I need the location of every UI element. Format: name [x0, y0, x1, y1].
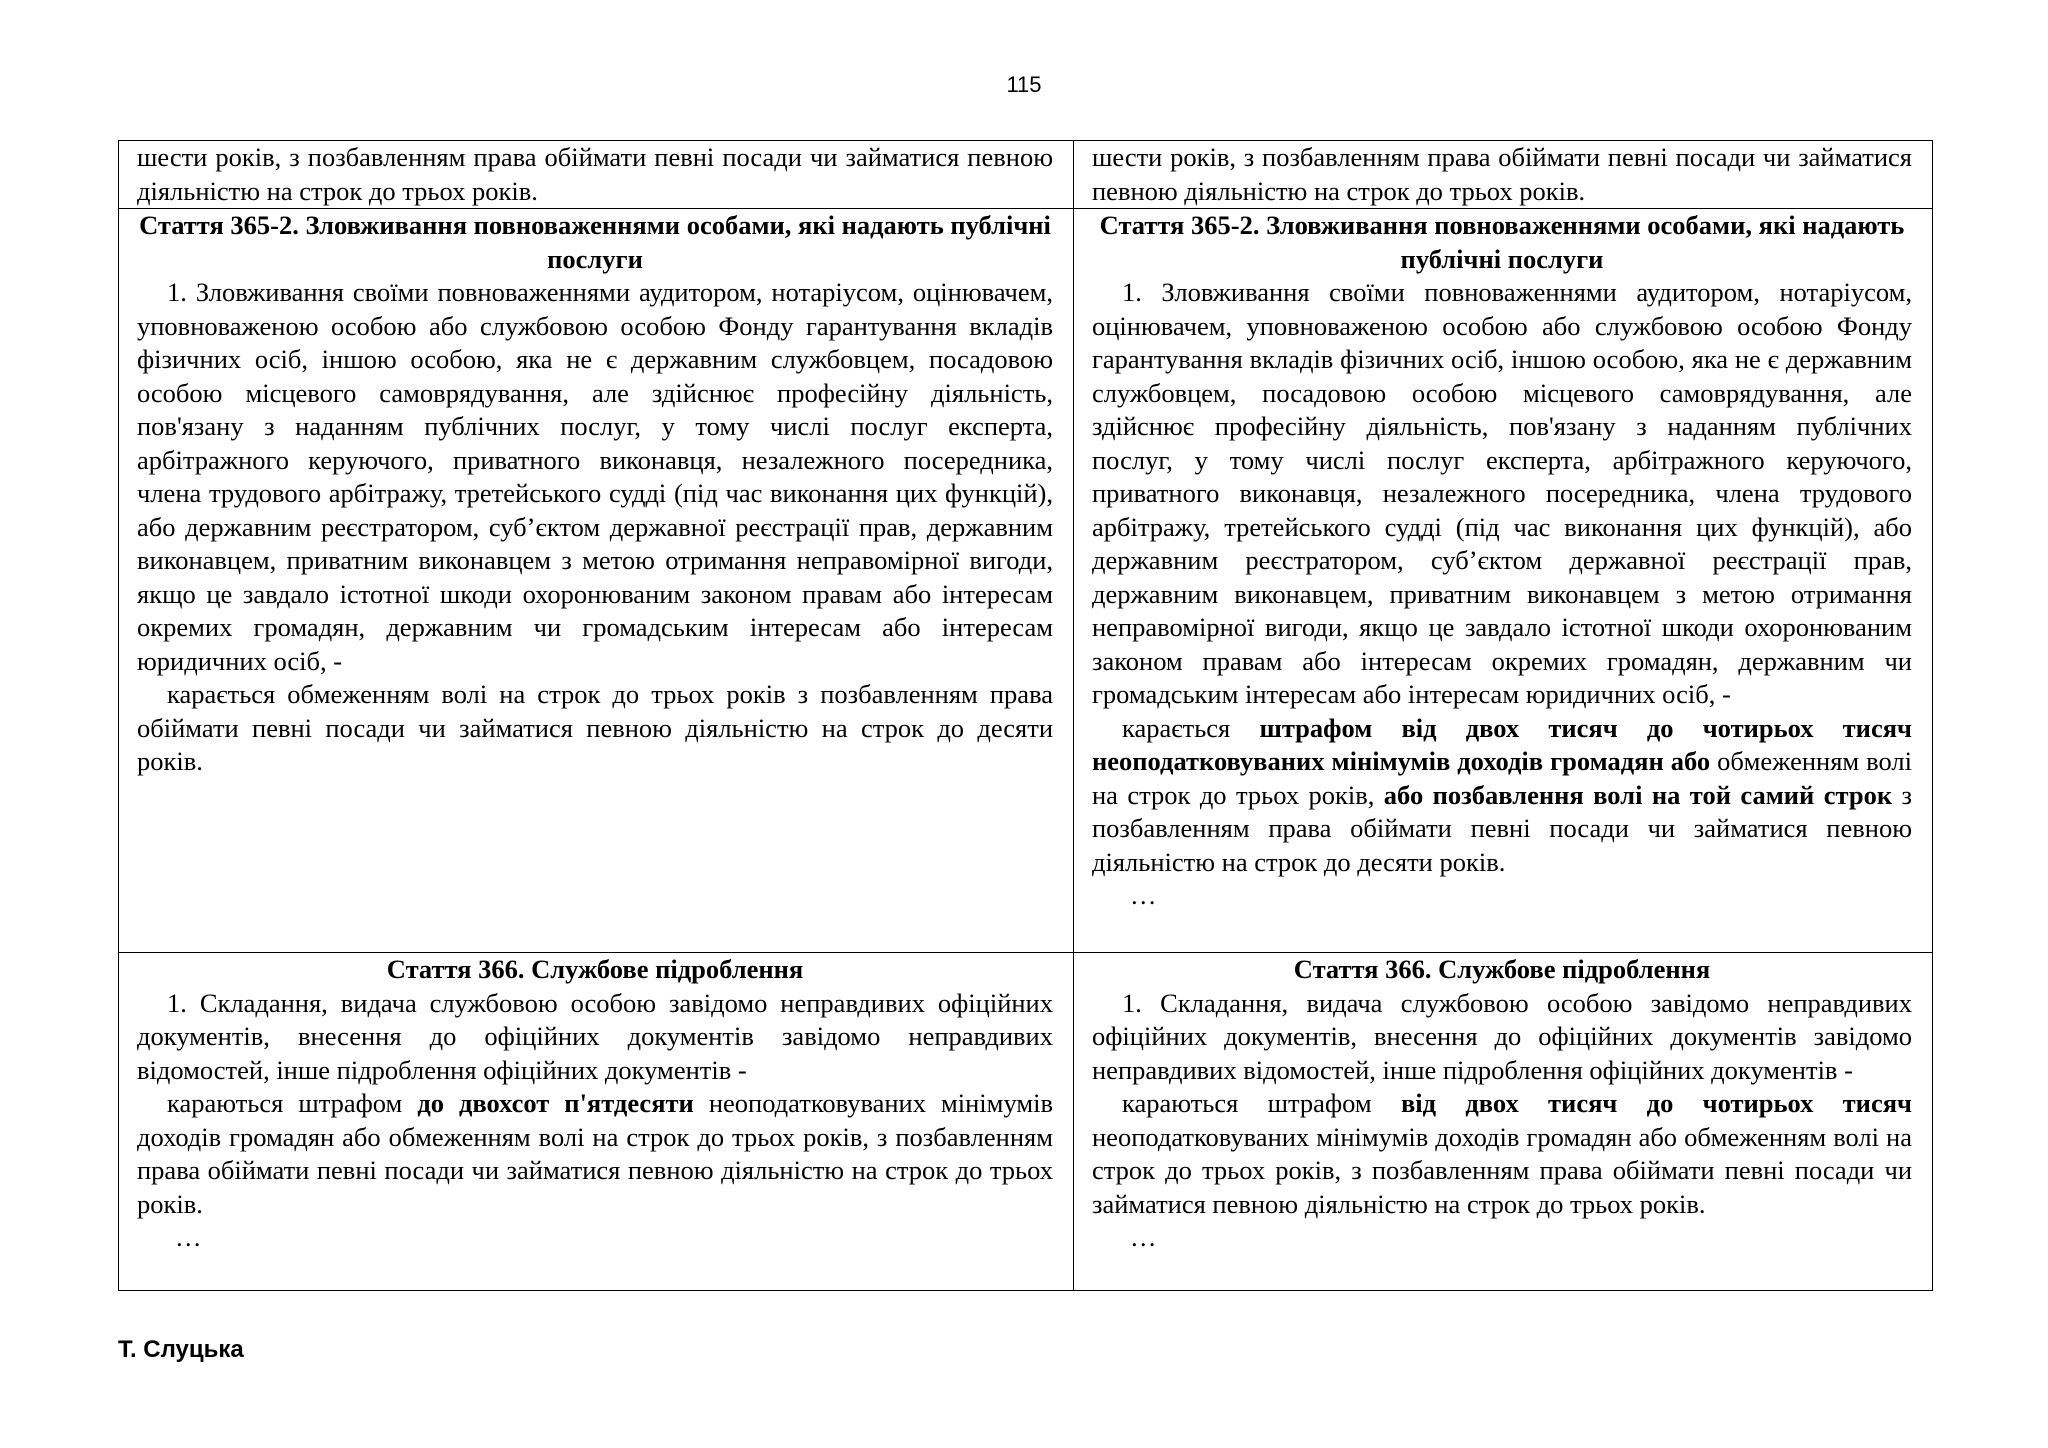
- paragraph: 1. Зловживання своїми повноваженнями аудитором, нотаріусом, оцінювачем, уповноваженою особою або службовою особою Фонду гарантування вкладів фізичних осіб, іншою особою, яка не є державним службовцем, посадовою особою місцевого самоврядування, але здійснює професійну діяльність, пов'язану з наданням публічних послуг, у тому числі послуг експерта, арбітражного керуючого, приватного виконавця, незалежного посередника, члена трудового арбітражу, третейського судді (під час виконання цих функцій), або державним реєстратором, суб’єктом державної реєстрації прав, державним виконавцем, приватним виконавцем з метою отримання неправомірної вигоди, якщо це завдало істотної шкоди охоронюваним законом правам або інтересам окремих громадян, державним чи громадським інтересам або інтересам юридичних осіб, -: [137, 277, 1053, 676]
- bold-text-run: до двохсот п'ятдесяти: [417, 1088, 694, 1118]
- table-row: [119, 141, 1933, 209]
- table-row: [119, 953, 1933, 1291]
- text-run: обмеженням волі на строк до трьох років,: [1092, 746, 1912, 810]
- paragraph: [137, 1087, 1053, 1221]
- current-text-cell: [119, 141, 1074, 209]
- paragraph: шести років, з позбавленням права обіймати певні посади чи займатися певною діяльністю на строк до трьох років.: [1092, 142, 1912, 206]
- text-run: караються штрафом: [1122, 1088, 1401, 1118]
- bold-text-run: або позбавлення волі на той самий строк: [1383, 779, 1893, 810]
- paragraph: [1092, 712, 1912, 880]
- text-run: неоподатковуваних мінімумів доходів громадян або обмеженням волі на строк до трьох років, з позбавленням права обіймати певні посади чи займатися певною діяльністю на строк до трьох років.: [137, 1088, 1053, 1219]
- paragraph: 1. Зловживання своїми повноваженнями аудитором, нотаріусом, оцінювачем, уповноваженою особою або службовою особою Фонду гарантування вкладів фізичних осіб, іншою особою, яка не є державним службовцем, посадовою особою місцевого самоврядування, але здійснює професійну діяльність, пов'язану з наданням публічних послуг, у тому числі послуг експерта, арбітражного керуючого, приватного виконавця, незалежного посередника, члена трудового арбітражу, третейського судді (під час виконання цих функцій), або державним реєстратором, суб’єктом державної реєстрації прав, державним виконавцем, приватним виконавцем з метою отримання неправомірної вигоди, якщо це завдало істотної шкоди охоронюваним законом правам або інтересам окремих громадян, державним чи громадським інтересам або інтересам юридичних осіб, -: [1092, 277, 1912, 709]
- paragraph: 1. Складання, видача службовою особою завідомо неправдивих офіційних документів, внесення до офіційних документів завідомо неправдивих відомостей, інше підроблення офіційних документів -: [137, 987, 1053, 1085]
- text-run: з позбавленням права обіймати певні посади чи займатися певною діяльністю на строк до десяти років.: [1092, 779, 1912, 877]
- article-title: Стаття 366. Службове підроблення: [386, 954, 804, 984]
- text-run: карається: [1122, 712, 1260, 743]
- current-text-cell: [119, 953, 1074, 1291]
- bold-text-run: від двох тисяч до чотирьох тисяч: [1400, 1088, 1912, 1118]
- ellipsis: …: [1130, 880, 1157, 910]
- current-text-cell: [119, 209, 1074, 953]
- text-run: караються штрафом: [167, 1088, 418, 1118]
- paragraph: [1092, 1087, 1912, 1221]
- paragraph: шести років, з позбавленням права обіймати певні посади чи займатися певною діяльністю на строк до трьох років.: [137, 142, 1053, 206]
- proposed-text-cell: [1074, 953, 1933, 1291]
- article-title: Стаття 365-2. Зловживання повноваженнями особами, які надають публічні послуги: [139, 210, 1051, 274]
- ellipsis: …: [175, 1222, 202, 1252]
- ellipsis: …: [1130, 1222, 1157, 1252]
- text-run: неоподатковуваних мінімумів доходів громадян або обмеженням волі на строк до трьох років, з позбавленням права обіймати певні посади чи займатися певною діяльністю на строк до трьох років.: [1092, 1121, 1912, 1219]
- paragraph: 1. Складання, видача службовою особою завідомо неправдивих офіційних документів, внесення до офіційних документів завідомо неправдивих відомостей, інше підроблення офіційних документів -: [1092, 987, 1912, 1085]
- proposed-text-cell: [1074, 141, 1933, 209]
- proposed-text-cell: [1074, 209, 1933, 953]
- author-signature: Т. Слуцька: [118, 1336, 244, 1363]
- bold-text-run: штрафом від двох тисяч до чотирьох тисяч неоподатковуваних мінімумів доходів громадян або: [1092, 712, 1912, 776]
- page-number: 115: [1006, 72, 1042, 97]
- article-title: Стаття 366. Службове підроблення: [1293, 954, 1711, 984]
- comparison-table: [118, 140, 1933, 1291]
- table-row: [119, 209, 1933, 953]
- article-title: Стаття 365-2. Зловживання повноваженнями особами, які надають публічні послуги: [1099, 210, 1905, 274]
- paragraph: карається обмеженням волі на строк до трьох років з позбавленням права обіймати певні посади чи займатися певною діяльністю на строк до десяти років.: [137, 679, 1053, 776]
